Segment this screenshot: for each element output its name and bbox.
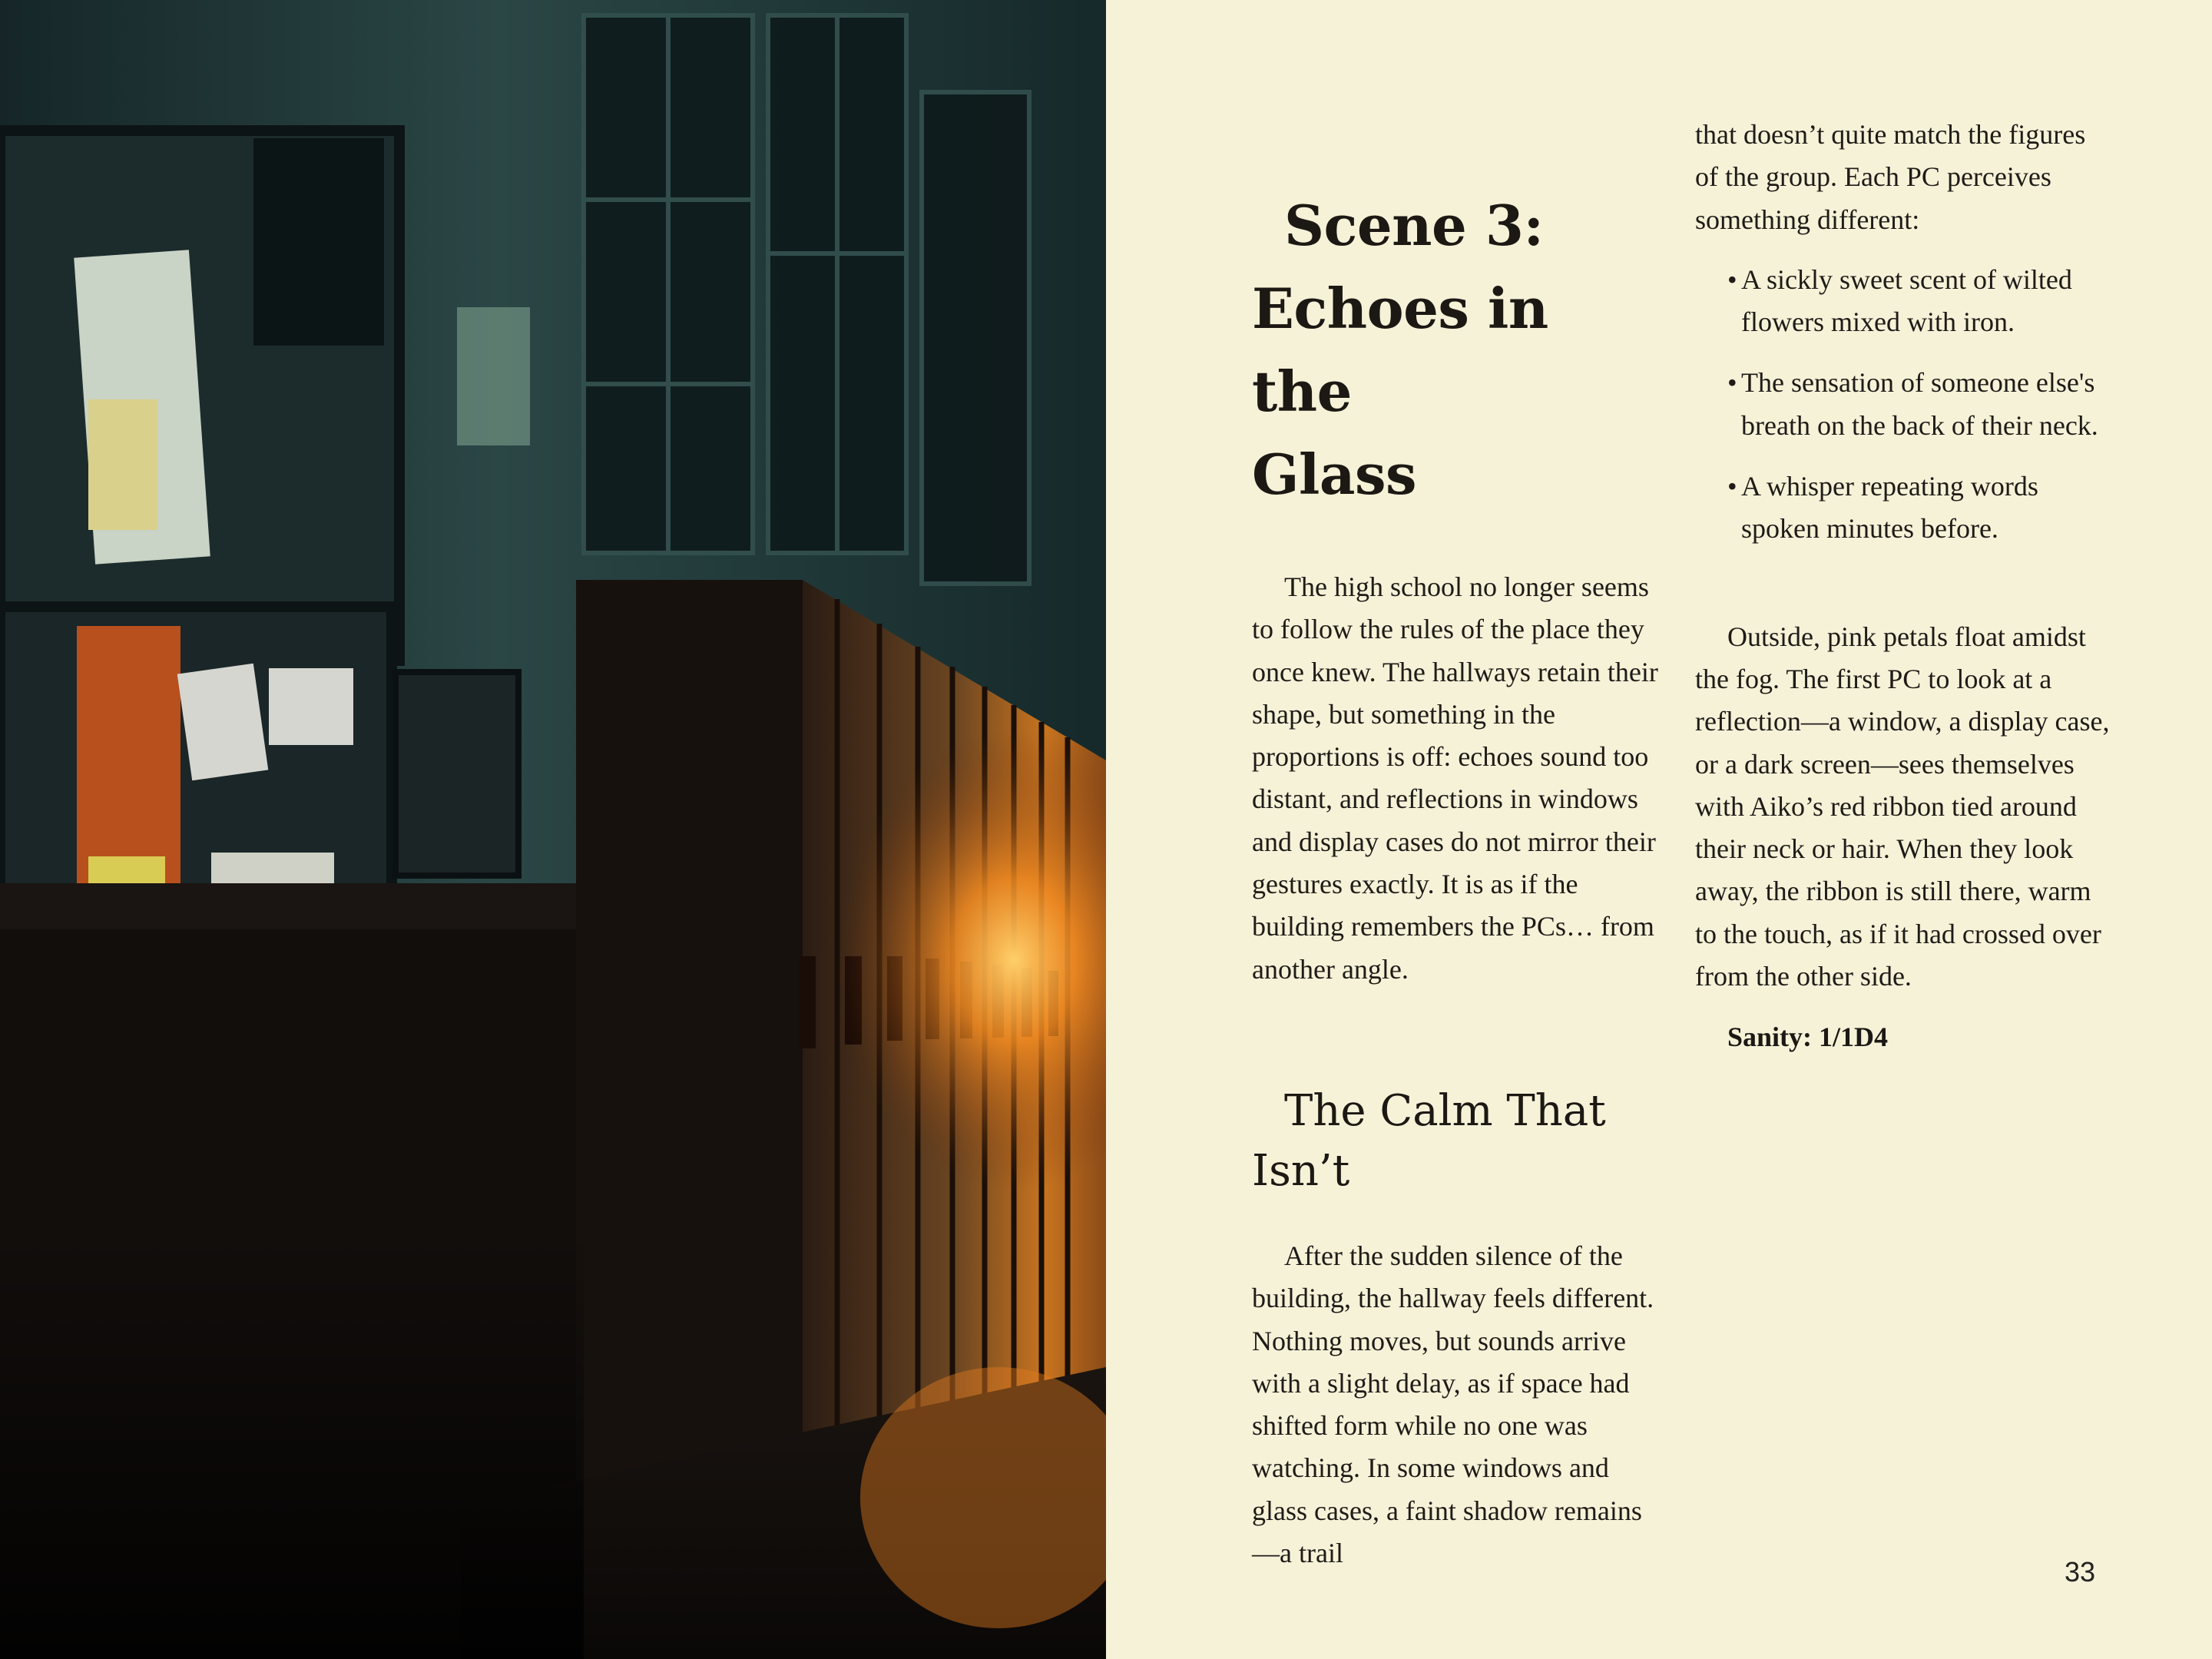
section-heading xyxy=(1252,1081,1667,1201)
list-item-text: A sickly sweet scent of wilted flowers mixed with iron. xyxy=(1741,263,2072,338)
list-item: • A sickly sweet scent of wilted flowers mixed with iron. xyxy=(1727,263,2072,338)
section-heading-line1: The Calm That xyxy=(1284,1085,1606,1136)
list-item-text: A whisper repeating words spoken minutes before. xyxy=(1741,471,2038,545)
sanity-check: Sanity: 1/1D4 xyxy=(1727,1022,1889,1053)
scene-intro-paragraph: The high school no longer seems to follow the rules of the place they once knew. The hallways retain their shape, but something in the proportions is off: echoes sound too distant, and reflections in windows and display cases do not mirror their gestures exactly. It is as if the building remembers the PCs… from another angle. xyxy=(1252,571,1658,985)
book-page xyxy=(1106,0,2212,1659)
list-item-text: The sensation of someone else's breath on the back of their neck. xyxy=(1741,367,2098,441)
scene-title-line2: Echoes in the xyxy=(1252,276,1548,424)
list-item: • The sensation of someone else's breath on the back of their neck. xyxy=(1727,367,2098,441)
scene-title-line3: Glass xyxy=(1252,442,1417,507)
scene-title-line1: Scene 3: xyxy=(1284,193,1544,258)
perception-list xyxy=(1695,259,2110,551)
scene-title xyxy=(1252,184,1667,516)
section-heading-line2: Isn’t xyxy=(1252,1145,1350,1196)
section-paragraph: After the sudden silence of the building, the hallway feels different. Nothing moves, but sounds arrive with a slight delay, as if space had shifted form while no one was watching. In some windows and glass cases, a faint shadow remains—a trail xyxy=(1252,1240,1654,1569)
list-item: • A whisper repeating words spoken minutes before. xyxy=(1727,471,2038,545)
left-column xyxy=(1252,184,1667,1575)
section-paragraph-continued: that doesn’t quite match the figures of the group. Each PC perceives something different: xyxy=(1695,119,2086,235)
right-column xyxy=(1695,114,2110,1058)
outside-paragraph: Outside, pink petals float amidst the fog. The first PC to look at a reflection—a window, a display case, or a dark screen—sees themselves with Aiko’s red ribbon tied around their neck or hair. When they look away, the ribbon is still there, warm to the touch, as if it had crossed over from the other side. xyxy=(1695,621,2110,992)
page-number: 33 xyxy=(2064,1556,2095,1588)
